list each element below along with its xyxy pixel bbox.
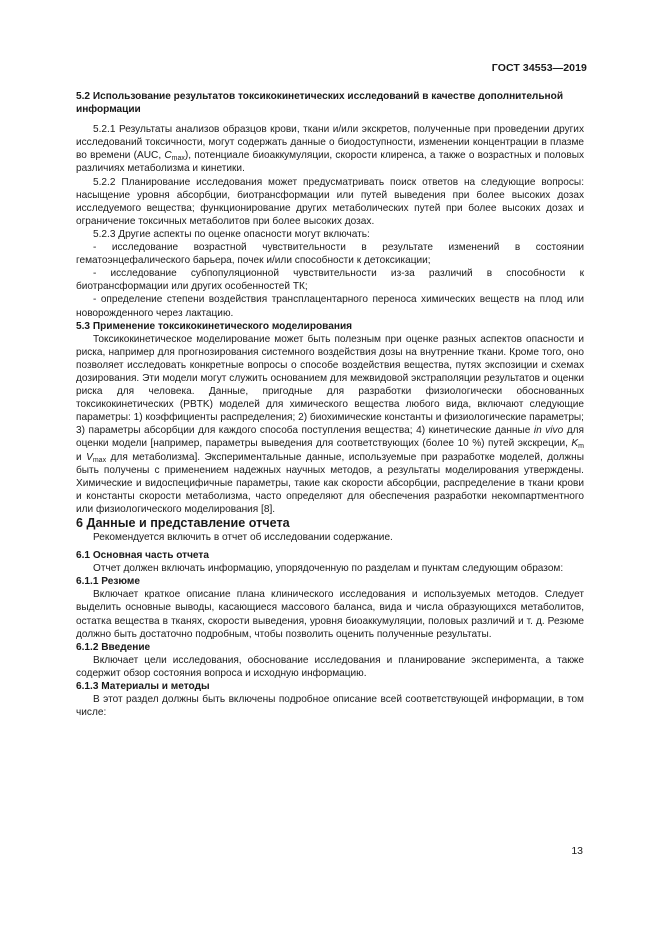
section-6-1-2-text: Включает цели исследования, обоснование исследования и планирование эксперимента, а также содержит обзор состояния вопроса и исходную информацию. (76, 654, 584, 679)
list-item-1: - исследование возрастной чувствительности в результате изменений в состоянии гематоэнцефалического барьера, почек и/или способности к детоксикации; (76, 242, 584, 267)
km-subscript: m (578, 443, 584, 451)
section-6-1-title: 6.1 Основная часть отчета (76, 550, 209, 562)
paragraph-5-2-3: 5.2.3 Другие аспекты по оценке опасности могут включать: (93, 228, 370, 240)
vmax-subscript: max (92, 456, 107, 464)
paragraph-5-3-text-b: для оценки модели [например, параметры выведения для соответствующих (более 10 %) путей экскреции, (76, 425, 584, 450)
list-item-3: - определение степени воздействия трансплацентарного переноса химических веществ на плод или новорожденного через лактацию. (76, 294, 584, 319)
cmax-symbol: C (164, 150, 172, 162)
in-vivo-term: in vivo (533, 425, 564, 437)
section-6-title: 6 Данные и представление отчета (76, 516, 290, 530)
paragraph-5-2-2: 5.2.2 Планирование исследования может предусматривать поиск ответов на следующие вопросы: насыщение уровня абсорбции, биотрансформации или путей выведения при более высоких дозах исследуемого вещества; функционирование других метаболических путей при более высоких дозах и ограничение токсичных метаболитов при более высоких дозах. (76, 176, 584, 227)
section-6-1-1-title: 6.1.1 Резюме (76, 576, 140, 588)
section-6-1-1-text: Включает краткое описание плана клинического исследования и используемых методов. Следует выделить основные выводы, касающиеся массового баланса, вида и числа образующихся метаболитов, остатка вещества в тканях, скорости выведения, уровня биоаккумуляции, половых различий и т. д. Резюме должно быть достаточно подробным, чтобы позволить оценить полученные результаты. (76, 589, 584, 640)
section-6-1-3-text: В этот раздел должны быть включены подробное описание всей соответствующей информации, в том числе: (76, 694, 584, 719)
list-item-2: - исследование субпопуляционной чувствительности из-за различий в способности к биотрансформации или других особенностей ТК; (76, 268, 584, 293)
vmax-symbol: V (86, 451, 93, 463)
section-5-2-title: 5.2 Использование результатов токсикокинетических исследований в качестве дополнительной информации (76, 91, 564, 116)
page-number: 13 (571, 845, 583, 857)
paragraph-5-3-text-a: Токсикокинетическое моделирование может быть полезным при оценке разных аспектов опасности и риска, например для прогнозирования системного воздействия дозы на внутренние ткани. Кроме того, оно позволяет исследовать конкретные вопросы о способе воздействия вещества, путях экспозиции и схемах дозирования. Эти модели могут служить основанием для межвидовой экстраполяции результатов и оценки риска для человека. Данные, пригодные для разработки физиологически обоснованных токсикокинетических (PBTK) моделей для химического вещества любого вида, включают следующие параметры: 1) коэффициенты распределения; 2) биохимические константы и физиологические параметры; 3) параметры абсорбции для каждого способа поступления вещества; 4) кинетические данные (76, 333, 584, 437)
section-6-1-3-title: 6.1.3 Материалы и методы (76, 681, 210, 693)
km-symbol: K (571, 438, 579, 450)
standard-header: ГОСТ 34553—2019 (491, 62, 587, 74)
section-5-3-title: 5.3 Применение токсикокинетического моделирования (76, 320, 353, 332)
paragraph-5-2-1-text-a: 5.2.1 Результаты анализов образцов крови, ткани и/или экскретов, полученные при проведении других исследований токсичности, могут содержать данные о биодоступности, изменении концентрации в плазме во времени (AUC, (76, 124, 584, 162)
conjunction: и (76, 451, 87, 463)
page-content (76, 90, 584, 719)
section-6-1-text: Отчет должен включать информацию, упорядоченную по разделам и пунктам следующим образом: (93, 563, 564, 575)
section-6-intro: Рекомендуется включить в отчет об исследовании содержание. (93, 532, 393, 543)
paragraph-5-3 (76, 333, 584, 516)
section-6-1-2-title: 6.1.2 Введение (76, 641, 151, 653)
paragraph-5-2-1 (76, 123, 584, 175)
paragraph-5-3-text-c: для метаболизма]. Экспериментальные данные, используемые при разработке моделей, должны быть получены с применением надежных научных методов, а результаты моделирования утверждены. Химические и видоспецифичные параметры, такие как скорости абсорбции, распределение в ткани крови и константы скорости метаболизма, часто определяют для обеспечения разработки некомпартментного или физиологического моделирования [8]. (76, 451, 585, 515)
cmax-subscript: max (171, 155, 185, 163)
paragraph-5-2-1-text-b: ), потенциале биоаккумуляции, скорости клиренса, а также о возрастных и половых различиях метаболизма и кинетики. (76, 150, 585, 175)
